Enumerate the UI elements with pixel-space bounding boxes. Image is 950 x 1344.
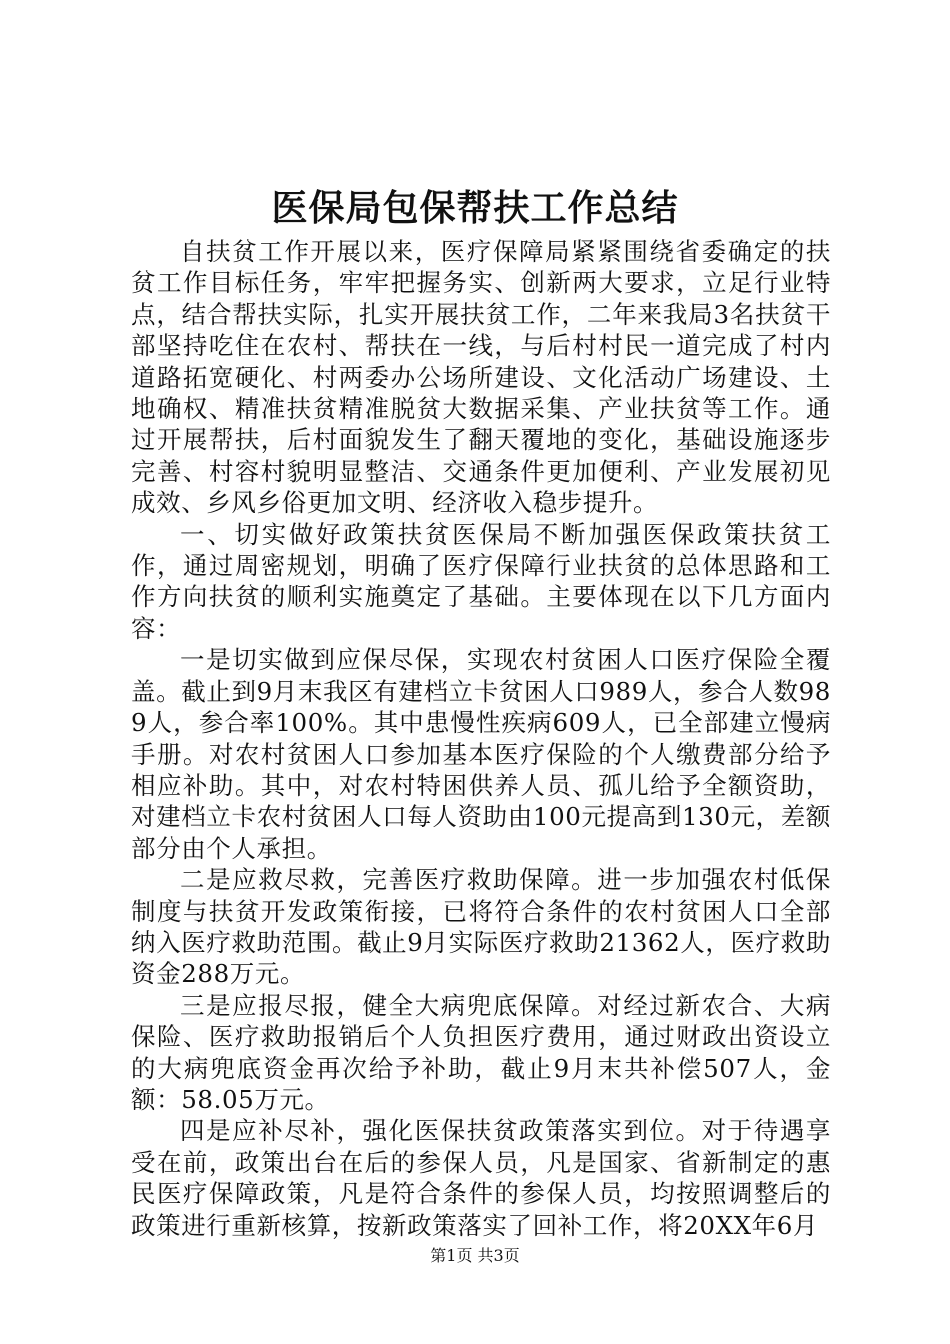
paragraph-point-four: 四是应补尽补，强化医保扶贫政策落实到位。对于待遇享受在前，政策出台在后的参保人员，凡是国家、省新制定的惠民医疗保障政策，凡是符合条件的参保人员，均按照调整后的政策进行重新核算，按新政策落实了回补工作，将20XX年6月: [131, 1116, 831, 1240]
paragraph-intro: 自扶贫工作开展以来，医疗保障局紧紧围绕省委确定的扶贫工作目标任务，牢牢把握务实、创新两大要求，立足行业特点，结合帮扶实际，扎实开展扶贫工作，二年来我局3名扶贫干部坚持吃住在农村、帮扶在一线，与后村村民一道完成了村内道路拓宽硬化、村两委办公场所建设、文化活动广场建设、土地确权、精准扶贫精准脱贫大数据采集、产业扶贫等工作。通过开展帮扶，后村面貌发生了翻天覆地的变化，基础设施逐步完善、村容村貌明显整洁、交通条件更加便利、产业发展初见成效、乡风乡俗更加文明、经济收入稳步提升。: [131, 237, 831, 518]
paragraph-point-three: 三是应报尽报，健全大病兜底保障。对经过新农合、大病保险、医疗救助报销后个人负担医疗费用，通过财政出资设立的大病兜底资金再次给予补助，截止9月末共补偿507人，金额：58.05万元。: [131, 990, 831, 1114]
paragraph-point-two: 二是应救尽救，完善医疗救助保障。进一步加强农村低保制度与扶贫开发政策衔接，已将符合条件的农村贫困人口全部纳入医疗救助范围。截止9月实际医疗救助21362人，医疗救助资金288万元。: [131, 865, 831, 989]
paragraph-point-one: 一是切实做到应保尽保，实现农村贫困人口医疗保险全覆盖。截止到9月末我区有建档立卡贫困人口989人，参合人数989人，参合率100%。其中患慢性疾病609人，已全部建立慢病手册。对农村贫困人口参加基本医疗保险的个人缴费部分给予相应补助。其中，对农村特困供养人员、孤儿给予全额资助，对建档立卡农村贫困人口每人资助由100元提高到130元，差额部分由个人承担。: [131, 645, 831, 863]
page-number-footer: 第1页 共3页: [430, 1246, 520, 1265]
document-title: 医保局包保帮扶工作总结: [271, 187, 679, 229]
document-body: [131, 236, 831, 1241]
paragraph-section-one: 一、切实做好政策扶贫医保局不断加强医保政策扶贫工作，通过周密规划，明确了医疗保障行业扶贫的总体思路和工作方向扶贫的顺利实施奠定了基础。主要体现在以下几方面内容：: [131, 519, 831, 643]
